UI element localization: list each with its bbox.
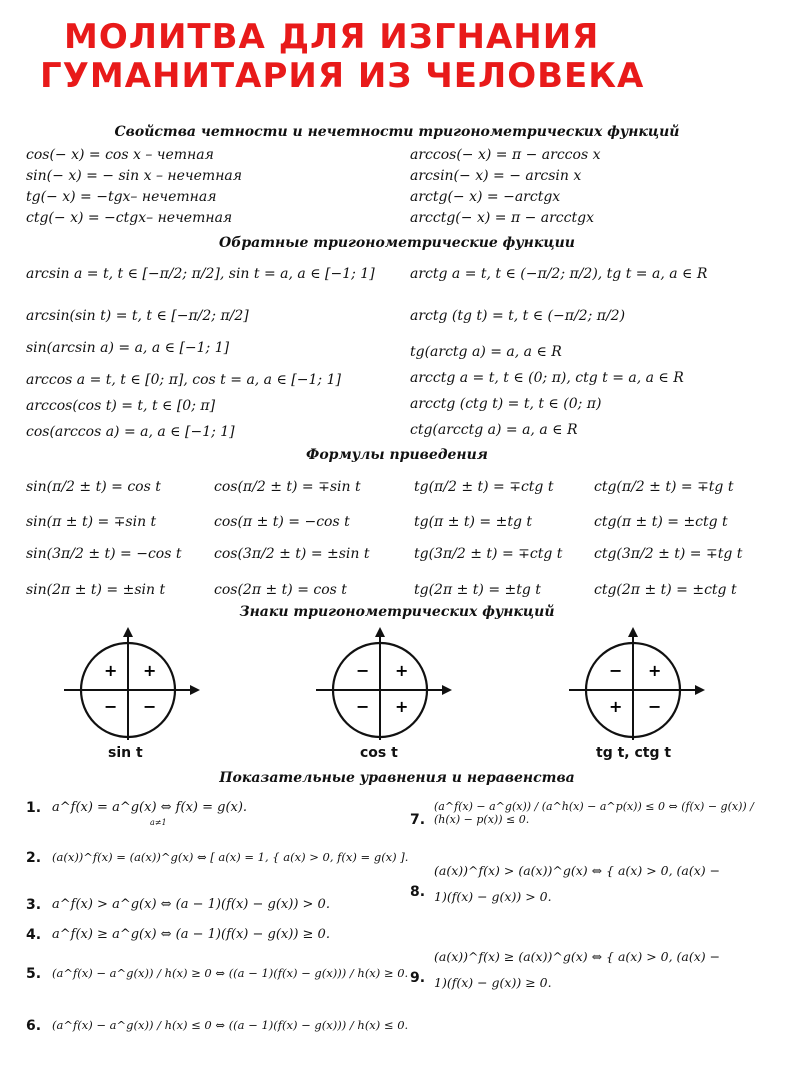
formula: ctg(2π ± t) = ±ctg t: [594, 582, 737, 598]
formula: cos(− x) = cos x – четная: [26, 147, 214, 163]
item-number: 5.: [26, 966, 42, 982]
sign-diagram-sin: [58, 624, 204, 742]
formula: cos(3π/2 ± t) = ±sin t: [214, 546, 370, 562]
formula: tg(π ± t) = ±tg t: [414, 514, 532, 530]
formula: arccos(− x) = π − arccos x: [410, 147, 601, 163]
formula: ctg(arcctg a) = a, a ∈ R: [410, 422, 578, 438]
y-axis-arrow-icon: [628, 627, 638, 637]
formula: (a(x))^f(x) > (a(x))^g(x) ⇔ { a(x) > 0, (a(x) − 1)(f(x) − g(x)) > 0.: [434, 863, 721, 904]
formula: arcsin(− x) = − arcsin x: [410, 168, 582, 184]
formula: cos(2π ± t) = cos t: [214, 582, 347, 598]
formula: arcsin(sin t) = t, t ∈ [−π/2; π/2]: [26, 308, 249, 324]
quadrant-1-sign: +: [648, 661, 662, 680]
quadrant-1-sign: +: [395, 661, 409, 680]
quadrant-1-sign: +: [143, 661, 157, 680]
formula: sin(arcsin a) = a, a ∈ [−1; 1]: [26, 340, 230, 356]
y-axis-arrow-icon: [123, 627, 133, 637]
formula: arcctg(− x) = π − arcctgx: [410, 210, 594, 226]
page-title-line-1: МОЛИТВА ДЛЯ ИЗГНАНИЯ: [64, 17, 600, 57]
x-axis-arrow-icon: [695, 685, 705, 695]
quadrant-4-sign: −: [143, 697, 157, 716]
section-title-inverse: Обратные тригонометрические функции: [219, 235, 575, 251]
formula: ctg(− x) = −ctgx– нечетная: [26, 210, 233, 226]
formula: sin(− x) = − sin x – нечетная: [26, 168, 243, 184]
formula: arctg a = t, t ∈ (−π/2; π/2), tg t = a, a ∈ R: [410, 266, 708, 282]
quadrant-2-sign: +: [104, 661, 118, 680]
x-axis-arrow-icon: [442, 685, 452, 695]
item-number: 6.: [26, 1018, 42, 1034]
page-title-line-2: ГУМАНИТАРИЯ ИЗ ЧЕЛОВЕКА: [40, 56, 645, 96]
formula: cos(π ± t) = −cos t: [214, 514, 350, 530]
formula: cos(π/2 ± t) = ∓sin t: [214, 479, 361, 495]
item-number: 4.: [26, 927, 42, 943]
quadrant-2-sign: −: [609, 661, 623, 680]
item-number: 1.: [26, 800, 42, 816]
item-number: 9.: [410, 970, 426, 986]
formula: arccos(cos t) = t, t ∈ [0; π]: [26, 398, 216, 414]
formula: tg(− x) = −tgx– нечетная: [26, 189, 217, 205]
x-axis-arrow-icon: [190, 685, 200, 695]
quadrant-2-sign: −: [356, 661, 370, 680]
sign-diagram-cos: [310, 624, 456, 742]
formula: sin(π ± t) = ∓sin t: [26, 514, 157, 530]
quadrant-4-sign: −: [648, 697, 662, 716]
formula: sin(2π ± t) = ±sin t: [26, 582, 166, 598]
formula: ctg(3π/2 ± t) = ∓tg t: [594, 546, 743, 562]
item-number: 2.: [26, 850, 42, 866]
quadrant-3-sign: −: [104, 697, 118, 716]
formula-condition: a≠1: [150, 818, 167, 827]
item-number: 7.: [410, 812, 426, 828]
formula: sin(π/2 ± t) = cos t: [26, 479, 161, 495]
formula: arcctg a = t, t ∈ (0; π), ctg t = a, a ∈ R: [410, 370, 684, 386]
formula: tg(2π ± t) = ±tg t: [414, 582, 541, 598]
formula: ctg(π ± t) = ±ctg t: [594, 514, 728, 530]
formula: ctg(π/2 ± t) = ∓tg t: [594, 479, 734, 495]
formula: (a^f(x) − a^g(x)) / h(x) ≤ 0 ⇔ ((a − 1)(f(x) − g(x))) / h(x) ≤ 0.: [52, 1018, 409, 1032]
section-title-reduction: Формулы приведения: [306, 447, 488, 463]
item-number: 3.: [26, 897, 42, 913]
formula: arcsin a = t, t ∈ [−π/2; π/2], sin t = a, a ∈ [−1; 1]: [26, 266, 375, 282]
formula: cos(arccos a) = a, a ∈ [−1; 1]: [26, 424, 235, 440]
item-number: 8.: [410, 884, 426, 900]
section-title-parity: Свойства четности и нечетности тригонометрических функций: [114, 124, 680, 140]
diagram-label-cos: cos t: [360, 745, 398, 761]
sign-diagram-tg-ctg: [563, 624, 709, 742]
formula: tg(arctg a) = a, a ∈ R: [410, 344, 562, 360]
formula: a^f(x) > a^g(x) ⇔ (a − 1)(f(x) − g(x)) > 0.: [52, 897, 330, 912]
y-axis-arrow-icon: [375, 627, 385, 637]
formula: a^f(x) = a^g(x) ⇔ f(x) = g(x).: [52, 800, 248, 815]
formula: (a(x))^f(x) = (a(x))^g(x) ⇔ [ a(x) = 1, { a(x) > 0, f(x) = g(x) ].: [52, 850, 409, 864]
formula: arctg (tg t) = t, t ∈ (−π/2; π/2): [410, 308, 626, 324]
diagram-label-sin: sin t: [108, 745, 143, 761]
formula: (a^f(x) − a^g(x)) / h(x) ≥ 0 ⇔ ((a − 1)(f(x) − g(x))) / h(x) ≥ 0.: [52, 966, 409, 980]
formula: arctg(− x) = −arctgx: [410, 189, 561, 205]
formula: arccos a = t, t ∈ [0; π], cos t = a, a ∈ [−1; 1]: [26, 372, 341, 388]
formula: a^f(x) ≥ a^g(x) ⇔ (a − 1)(f(x) − g(x)) ≥ 0.: [52, 927, 330, 942]
formula: (a^f(x) − a^g(x)) / (a^h(x) − a^p(x)) ≤ 0 ⇔ (f(x) − g(x)) / (h(x) − p(x)) ≤ 0.: [434, 800, 754, 826]
formula: (a(x))^f(x) ≥ (a(x))^g(x) ⇔ { a(x) > 0, (a(x) − 1)(f(x) − g(x)) ≥ 0.: [434, 949, 721, 990]
formula: sin(3π/2 ± t) = −cos t: [26, 546, 182, 562]
formula: tg(π/2 ± t) = ∓ctg t: [414, 479, 554, 495]
section-title-signs: Знаки тригонометрических функций: [239, 604, 555, 620]
formula: tg(3π/2 ± t) = ∓ctg t: [414, 546, 563, 562]
quadrant-3-sign: +: [609, 697, 623, 716]
quadrant-3-sign: −: [356, 697, 370, 716]
diagram-label-tg-ctg: tg t, ctg t: [596, 745, 672, 761]
quadrant-4-sign: +: [395, 697, 409, 716]
section-title-exponential: Показательные уравнения и неравенства: [219, 770, 575, 786]
formula: arcctg (ctg t) = t, t ∈ (0; π): [410, 396, 602, 412]
